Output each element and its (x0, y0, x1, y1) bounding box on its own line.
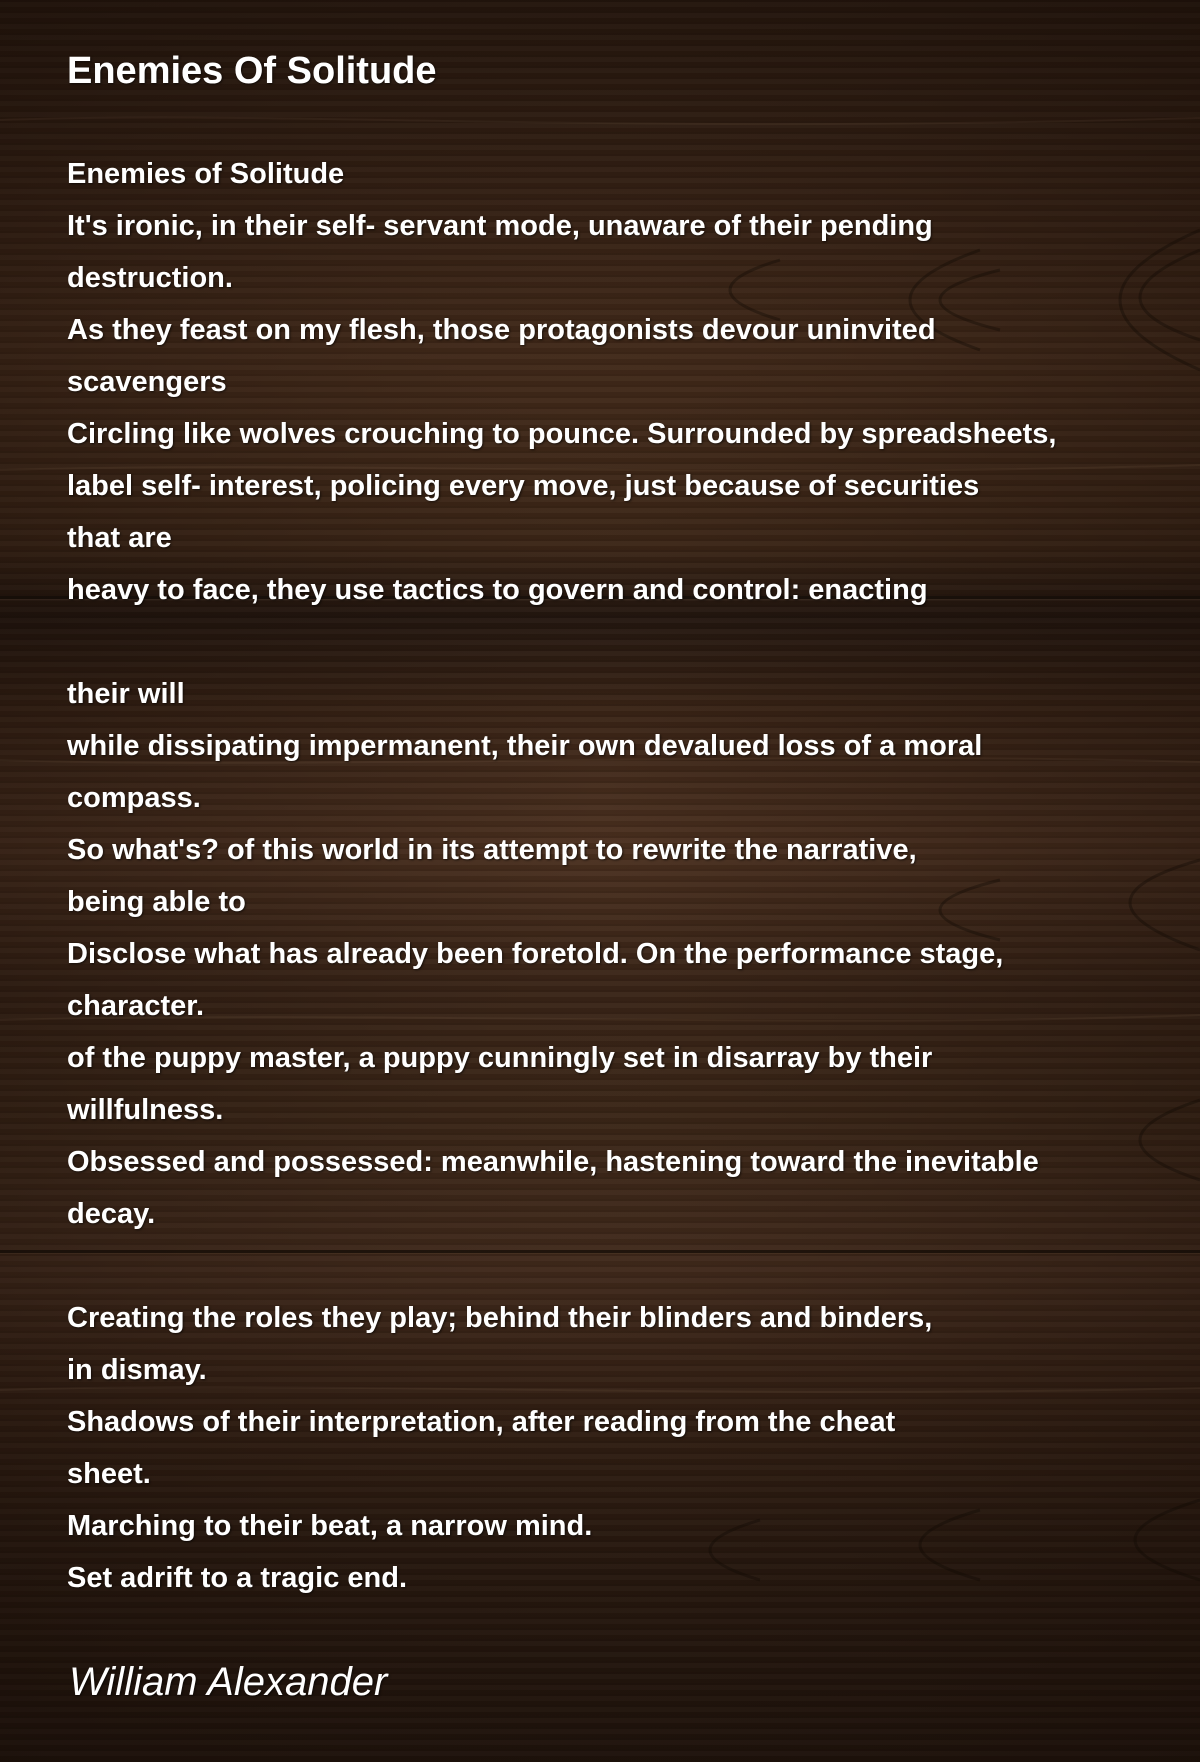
poem-line: while dissipating impermanent, their own devalued loss of a moral (67, 730, 983, 762)
poem-line: Disclose what has already been foretold. On the performance stage, (67, 938, 1004, 970)
poem-line: Enemies of Solitude (67, 158, 345, 190)
poem-line: Circling like wolves crouching to pounce. Surrounded by spreadsheets, (67, 418, 1057, 450)
poem-body (67, 148, 1177, 1604)
poem-line: scavengers (67, 366, 227, 398)
poem-line: being able to (67, 886, 246, 918)
poem-line: of the puppy master, a puppy cunningly set in disarray by their (67, 1042, 933, 1074)
poem-line: destruction. (67, 262, 233, 294)
poem-line: character. (67, 990, 205, 1022)
poem-line: Marching to their beat, a narrow mind. (67, 1510, 593, 1542)
poem-line: heavy to face, they use tactics to govern and control: enacting (67, 574, 928, 606)
stanza-break (67, 616, 1177, 668)
poem-line: Set adrift to a tragic end. (67, 1562, 407, 1594)
poem-line: Creating the roles they play; behind their blinders and binders, (67, 1302, 933, 1334)
poem-line: compass. (67, 782, 201, 814)
poem-line: decay. (67, 1198, 156, 1230)
poem-line: Shadows of their interpretation, after reading from the cheat (67, 1406, 896, 1438)
poem-line: sheet. (67, 1458, 151, 1490)
poem-line: It's ironic, in their self- servant mode, unaware of their pending (67, 210, 933, 242)
poem-line: label self- interest, policing every move, just because of securities (67, 470, 980, 502)
stanza-break (67, 1240, 1177, 1292)
poem-line: So what's? of this world in its attempt to rewrite the narrative, (67, 834, 917, 866)
poem-line: As they feast on my flesh, those protagonists devour uninvited (67, 314, 936, 346)
poem-line: in dismay. (67, 1354, 207, 1386)
poem-line: their will (67, 678, 185, 710)
poem-line: that are (67, 522, 172, 554)
poem-line: willfulness. (67, 1094, 224, 1126)
poem-title: Enemies Of Solitude (67, 50, 437, 92)
poem-author: William Alexander (69, 1660, 388, 1704)
poem-line: Obsessed and possessed: meanwhile, hastening toward the inevitable (67, 1146, 1039, 1178)
